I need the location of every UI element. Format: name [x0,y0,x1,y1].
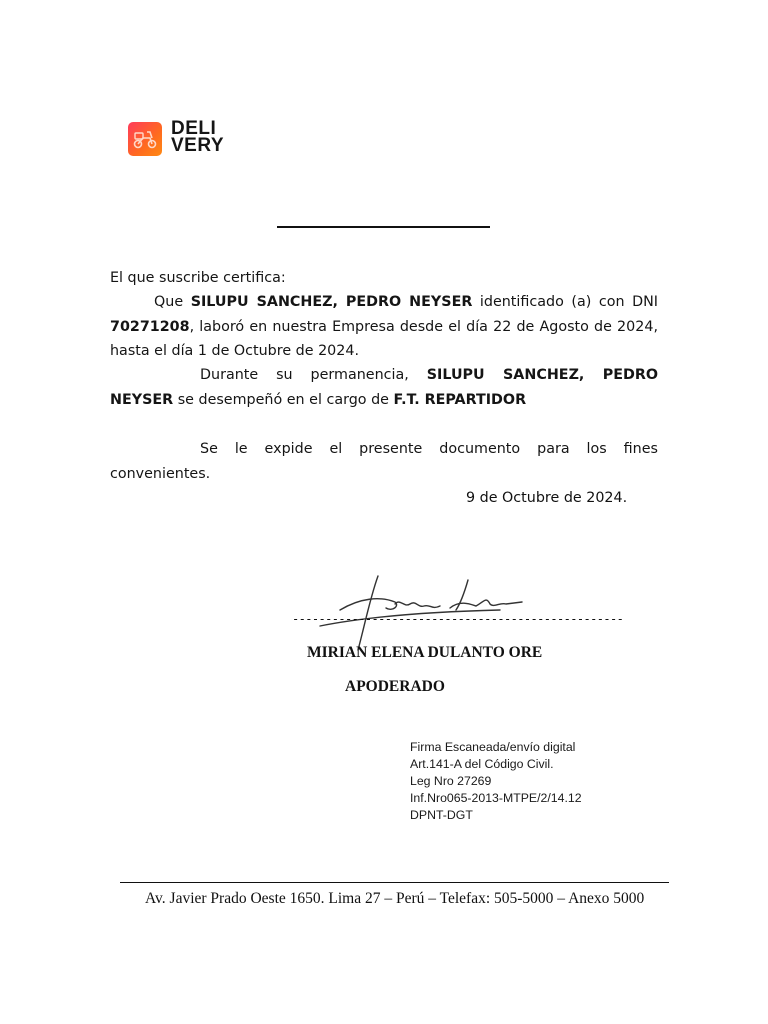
logo-wordmark [171,120,224,154]
legal-line: Leg Nro 27269 [410,774,492,788]
logo-line-2: VERY [171,135,225,156]
signer-name: MIRIAN ELENA DULANTO ORE [307,644,543,661]
legal-line: Inf.Nro065-2013-MTPE/2/14.12 [410,791,582,805]
purpose-text: Se le expide el presente documento para los fines convenientes. [110,441,658,482]
title-underline [277,226,490,228]
footer-address: Av. Javier Prado Oeste 1650. Lima 27 – Perú – Telefax: 505-5000 – Anexo 5000 [145,890,645,907]
purpose-paragraph [110,437,658,486]
footer-divider [120,882,669,883]
employee-name: SILUPU SANCHEZ, PEDRO NEYSER [190,294,473,310]
company-logo [128,118,238,157]
issue-date: 9 de Octubre de 2024. [466,490,628,506]
digital-signature-note [410,739,582,824]
intro-paragraph: El que suscribe certifica: [110,270,286,286]
identified-text: identificado (a) con DNI [472,294,658,310]
scooter-icon [128,122,162,156]
legal-line: Firma Escaneada/envío digital [410,740,576,754]
signature-line: -------------------------------------------------- [292,612,624,626]
signer-role: APODERADO [345,678,445,695]
legal-line: Art.141-A del Código Civil. [410,757,554,771]
employment-paragraph [110,290,658,364]
employee-name-repeat: SILUPU SANCHEZ, PEDRO NEYSER [110,367,659,408]
employment-dates-text: , laboró en nuestra Empresa desde el día 22 de Agosto de 2024, hasta el día 1 de Octubre de 2024. [110,318,658,359]
tenure-text: Durante su permanencia, [200,367,427,383]
role-intro-text: se desempeñó en el cargo de [173,391,394,408]
legal-line: DPNT-DGT [410,808,473,822]
position-paragraph [110,363,658,412]
que-text: Que [154,294,184,310]
dni-number: 70271208 [110,318,190,335]
logo-line-1: DELI [171,118,217,139]
job-position: F.T. REPARTIDOR [393,391,527,408]
